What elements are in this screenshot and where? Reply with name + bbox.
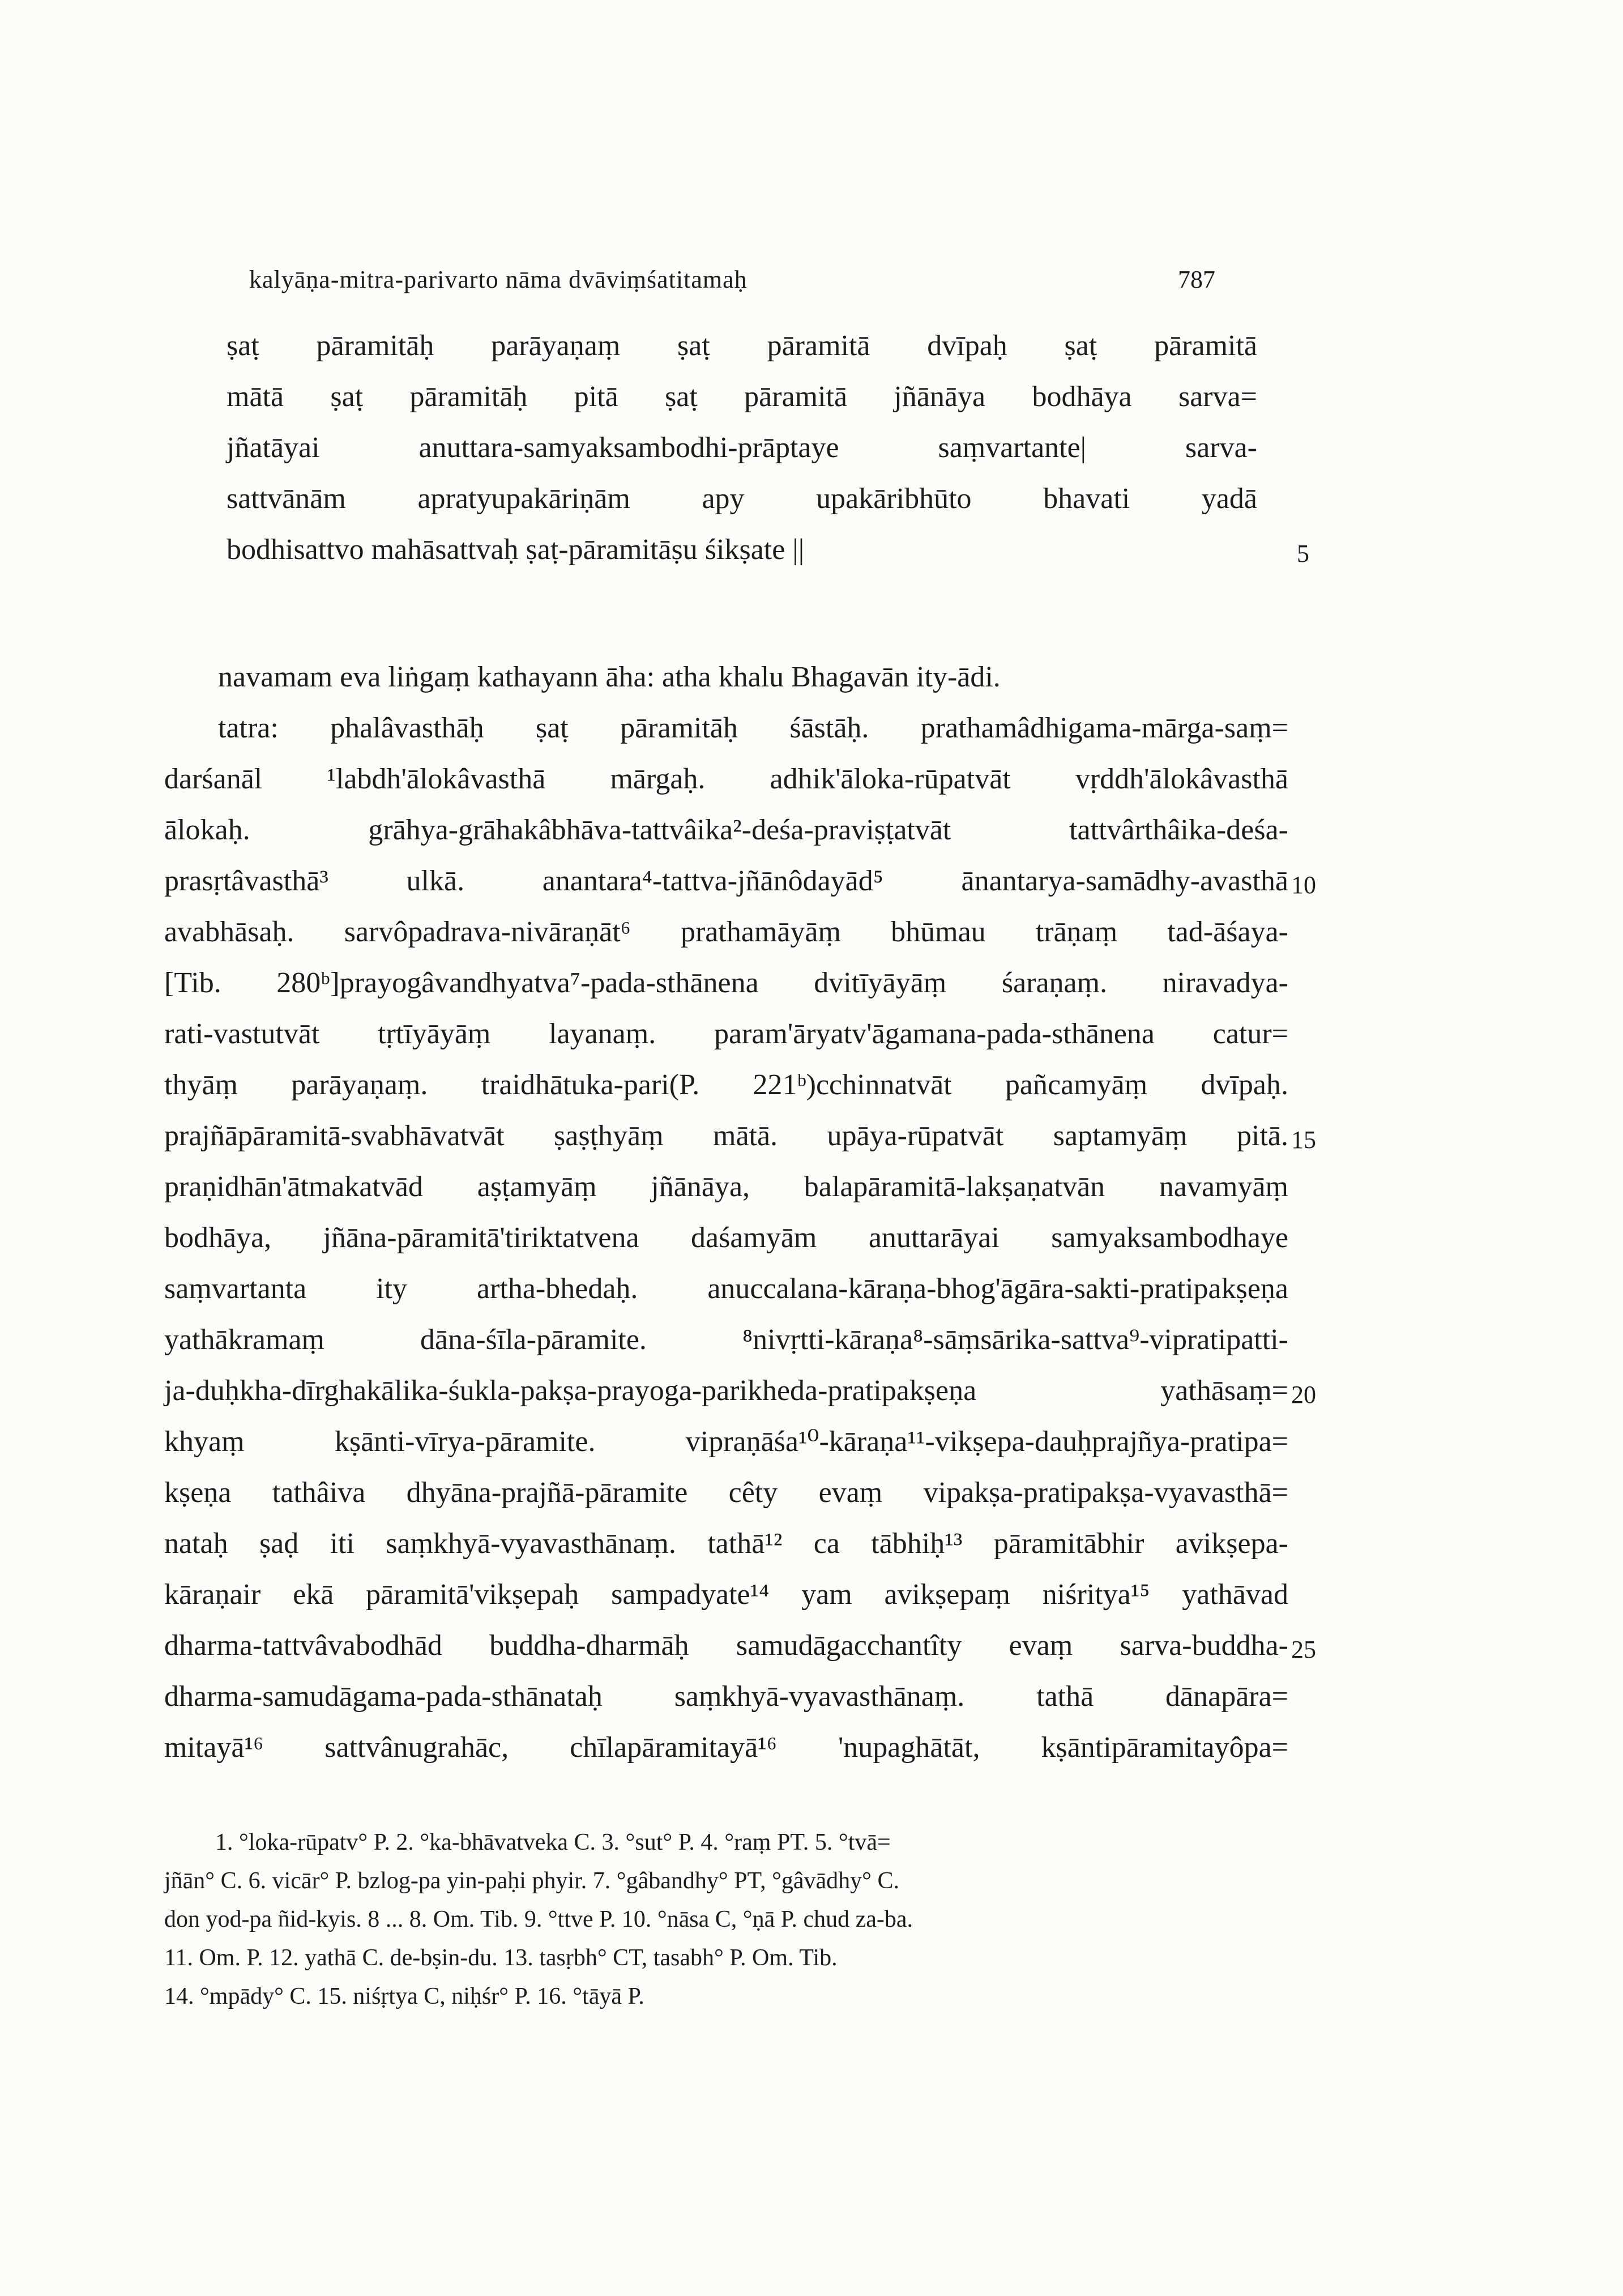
commentary-line: tatra: phalâvasthāḥ ṣaṭ pāramitāḥ śāstāḥ. prathamâdhigama-mārga-saṃ= — [218, 712, 1288, 744]
line-number: 20 — [1291, 1381, 1316, 1409]
commentary-line: avabhāsaḥ. sarvôpadrava-nivāraṇāt⁶ prathamāyāṃ bhūmau trāṇaṃ tad-āśaya- — [164, 916, 1288, 948]
commentary-line: ja-duḥkha-dīrghakālika-śukla-pakṣa-prayoga-parikheda-pratipakṣeṇa yathāsaṃ= — [164, 1375, 1288, 1407]
commentary-line: saṃvartanta ity artha-bhedaḥ. anuccalana-kāraṇa-bhog'āgāra-sakti-pratipakṣeṇa — [164, 1273, 1288, 1305]
line-number: 15 — [1291, 1126, 1316, 1154]
running-title: kalyāṇa-mitra-parivarto nāma dvāviṃśatitamaḥ — [249, 266, 748, 293]
verse-line: bodhisattvo mahāsattvaḥ ṣaṭ-pāramitāṣu śikṣate || — [227, 534, 805, 566]
footnote-line: 1. °loka-rūpatv° P. 2. °ka-bhāvatveka C. 3. °sut° P. 4. °raṃ PT. 5. °tvā= — [215, 1829, 891, 1855]
verse-line: jñatāyai anuttara-samyaksambodhi-prāptaye saṃvartante| sarva- — [227, 432, 1257, 464]
verse-line: sattvānām apratyupakāriṇām apy upakāribhūto bhavati yadā — [227, 483, 1257, 515]
commentary-line: ālokaḥ. grāhya-grāhakâbhāva-tattvâika²-deśa-praviṣṭatvāt tattvârthâika-deśa- — [164, 814, 1288, 846]
commentary-line: thyāṃ parāyaṇaṃ. traidhātuka-pari(P. 221ᵇ)cchinnatvāt pañcamyāṃ dvīpaḥ. — [164, 1069, 1288, 1101]
verse-line: ṣaṭ pāramitāḥ parāyaṇaṃ ṣaṭ pāramitā dvīpaḥ ṣaṭ pāramitā — [227, 330, 1257, 362]
commentary-line: mitayā¹⁶ sattvânugrahāc, chīlapāramitayā¹⁶ 'nupaghātāt, kṣāntipāramitayôpa= — [164, 1731, 1288, 1764]
commentary-line: praṇidhān'ātmakatvād aṣṭamyāṃ jñānāya, balapāramitā-lakṣaṇatvān navamyāṃ — [164, 1171, 1288, 1203]
commentary-text: navamam eva liṅgaṃ kathayann āha: atha khalu Bhagavān ity-ādi. — [218, 661, 1001, 693]
commentary-line: kṣeṇa tathâiva dhyāna-prajñā-pāramite cêty evaṃ vipakṣa-pratipakṣa-vyavasthā= — [164, 1476, 1288, 1509]
footnote-line: 11. Om. P. 12. yathā C. de-bṣin-du. 13. tasṛbh° CT, tasabh° P. Om. Tib. — [164, 1945, 838, 1971]
commentary-line: prasṛtâvasthā³ ulkā. anantara⁴-tattva-jñānôdayād⁵ ānantarya-samādhy-avasthā — [164, 865, 1288, 897]
commentary-line — [218, 663, 1175, 692]
commentary-line: yathākramaṃ dāna-śīla-pāramite. ⁸nivṛtti-kāraṇa⁸-sāṃsārika-sattva⁹-vipratipatti- — [164, 1324, 1288, 1356]
commentary-line: darśanāl ¹labdh'ālokâvasthā mārgaḥ. adhik'āloka-rūpatvāt vṛddh'ālokâvasthā — [164, 763, 1288, 795]
footnote-line: jñān° C. 6. vicār° P. bzlog-pa yin-paḥi phyir. 7. °gâbandhy° PT, °gâvādhy° C. — [164, 1868, 899, 1894]
verse-line: mātā ṣaṭ pāramitāḥ pitā ṣaṭ pāramitā jñānāya bodhāya sarva= — [227, 381, 1257, 413]
footnote-line: don yod-pa ñid-kyis. 8 ... 8. Om. Tib. 9. °ttve P. 10. °nāsa C, °ṇā P. chud za-ba. — [164, 1906, 913, 1932]
commentary-line: nataḥ ṣaḍ iti saṃkhyā-vyavasthānaṃ. tathā¹² ca tābhiḥ¹³ pāramitābhir avikṣepa- — [164, 1527, 1288, 1560]
commentary-line: [Tib. 280ᵇ]prayogâvandhyatva⁷-pada-sthānena dvitīyāyāṃ śaraṇaṃ. niravadya- — [164, 967, 1288, 999]
commentary-line: bodhāya, jñāna-pāramitā'tiriktatvena daśamyām anuttarāyai samyaksambodhaye — [164, 1222, 1288, 1254]
commentary-line: dharma-samudāgama-pada-sthānataḥ saṃkhyā-vyavasthānaṃ. tathā dānapāra= — [164, 1680, 1288, 1713]
page-number: 787 — [1178, 266, 1215, 293]
line-number: 10 — [1291, 871, 1316, 899]
commentary-line: dharma-tattvâvabodhād buddha-dharmāḥ samudāgacchantîty evaṃ sarva-buddha- — [164, 1629, 1288, 1662]
commentary-line: rati-vastutvāt tṛtīyāyāṃ layanaṃ. param'āryatv'āgamana-pada-sthānena catur= — [164, 1018, 1288, 1050]
commentary-line: kāraṇair ekā pāramitā'vikṣepaḥ sampadyate¹⁴ yam avikṣepaṃ niśritya¹⁵ yathāvad — [164, 1578, 1288, 1611]
footnote-line: 14. °mpādy° C. 15. niśṛtya C, niḥśr° P. 16. °tāyā P. — [164, 1983, 644, 2009]
line-number: 5 — [1297, 540, 1309, 567]
line-number: 25 — [1291, 1636, 1316, 1663]
commentary-line: prajñāpāramitā-svabhāvatvāt ṣaṣṭhyāṃ mātā. upāya-rūpatvāt saptamyāṃ pitā. — [164, 1120, 1288, 1152]
commentary-line: khyaṃ kṣānti-vīrya-pāramite. vipraṇāśa¹⁰-kāraṇa¹¹-vikṣepa-dauḥprajñya-pratipa= — [164, 1426, 1288, 1458]
